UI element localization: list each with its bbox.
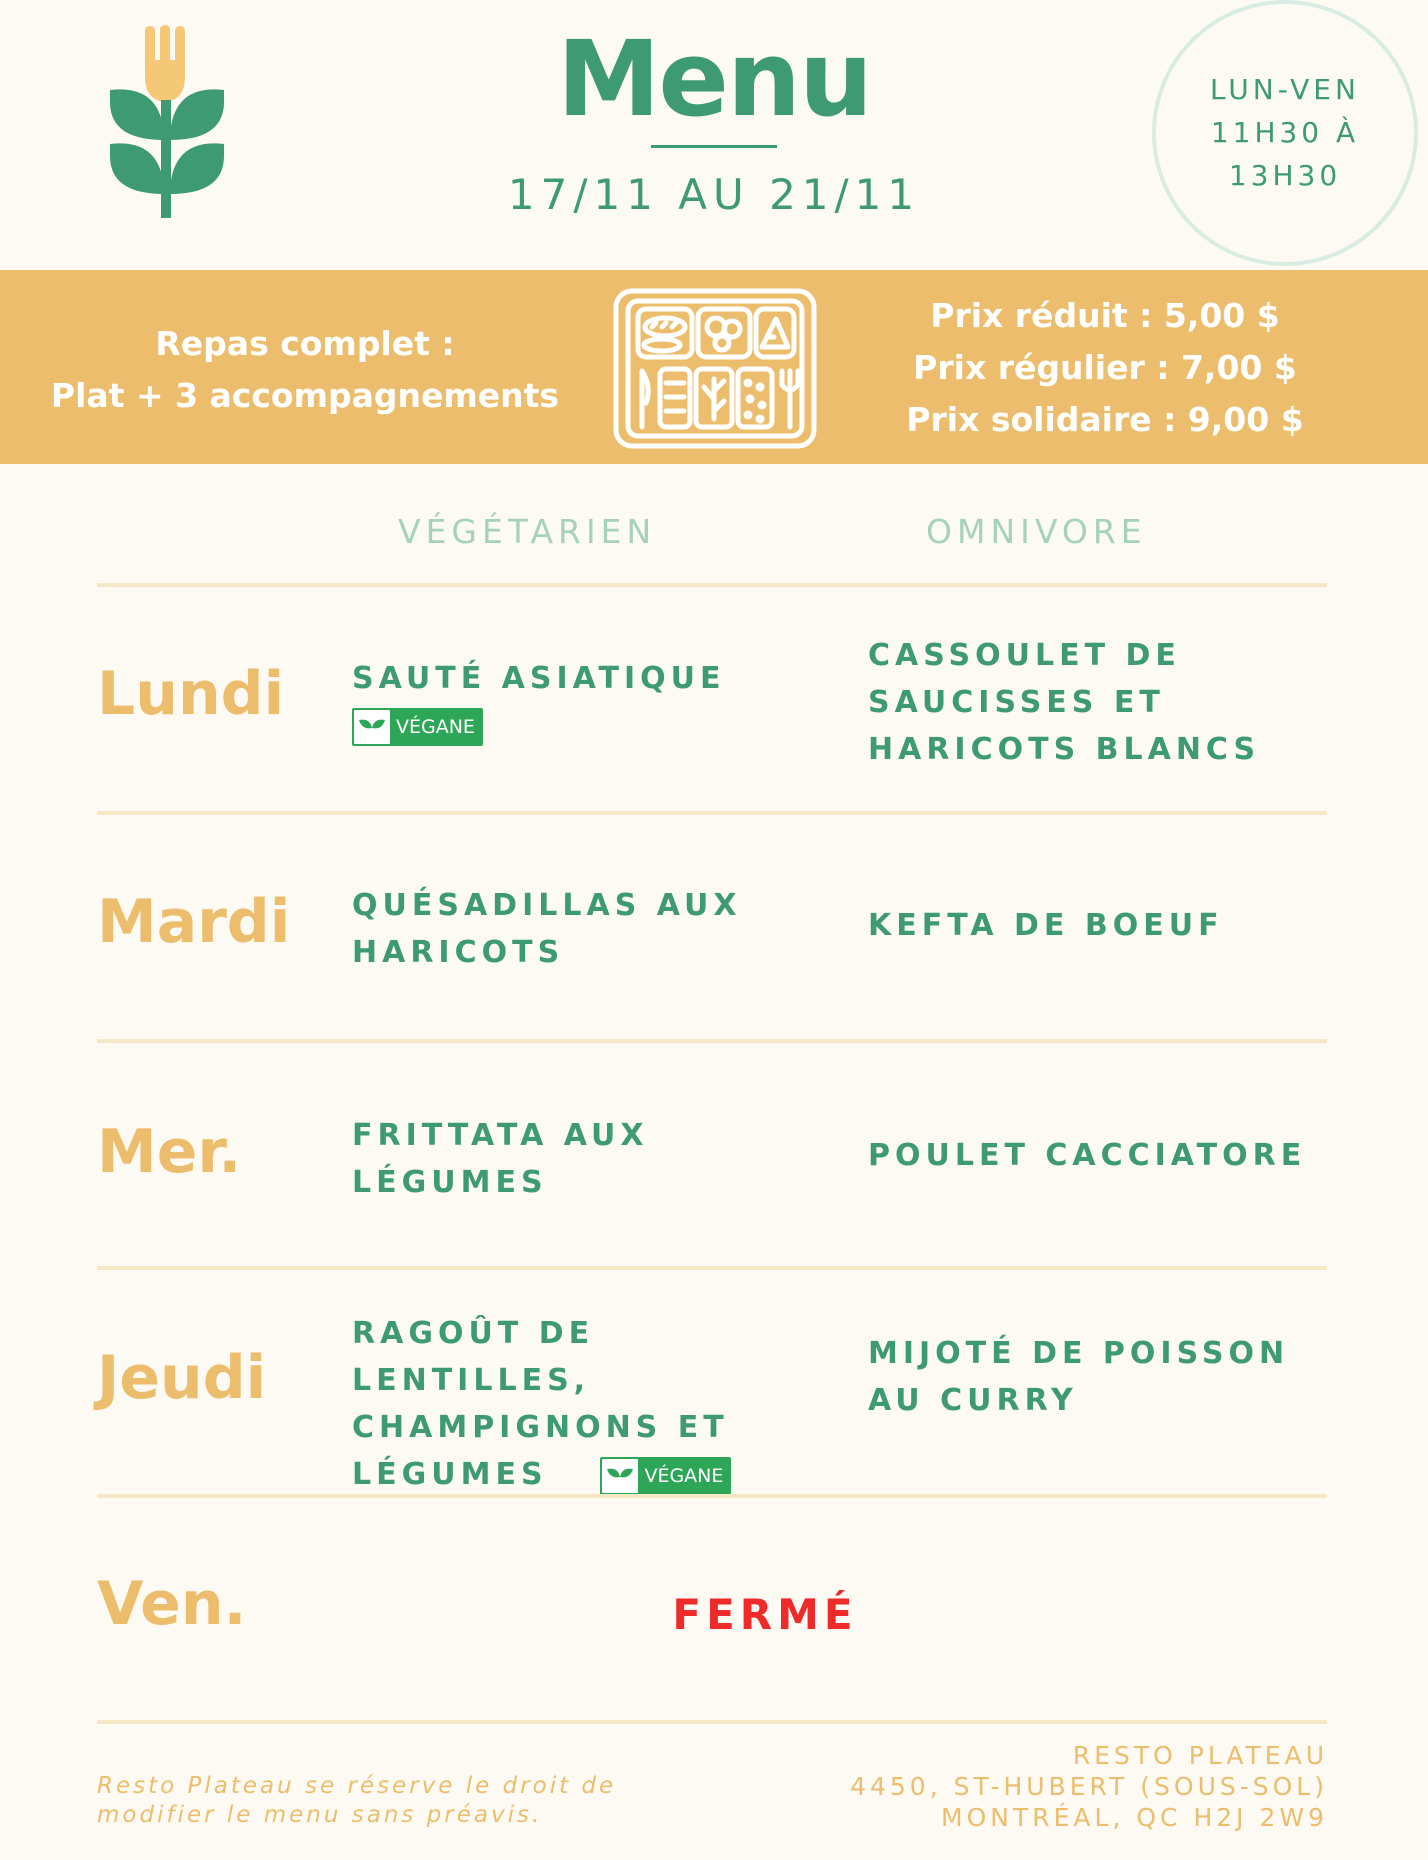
day-label: Ven. xyxy=(97,1569,247,1639)
dish-line: CASSOULET DE xyxy=(868,638,1181,673)
hours-line: LUN-VEN xyxy=(1210,73,1360,106)
dish-line: SAUCISSES ET xyxy=(868,685,1165,720)
vegetarian-dish xyxy=(352,882,822,976)
price-reduced: Prix réduit : 5,00 $ xyxy=(930,296,1280,335)
dish-line xyxy=(352,1451,822,1498)
hours-line: 11H30 À xyxy=(1210,116,1360,149)
meal-line: Repas complet : xyxy=(155,324,455,363)
price-solidarity: Prix solidaire : 9,00 $ xyxy=(906,400,1304,439)
dish-line: LÉGUMES xyxy=(352,1165,548,1200)
row-divider xyxy=(97,583,1327,587)
closed-label: FERMÉ xyxy=(672,1590,858,1639)
vegetarian-dish xyxy=(352,1310,822,1498)
omnivore-dish xyxy=(868,902,1338,949)
disclaimer-line: Resto Plateau se réserve le droit de xyxy=(97,1773,617,1799)
hours-line: 13H30 xyxy=(1228,159,1342,192)
vegan-badge-label: VÉGANE xyxy=(644,1464,724,1487)
day-label: Mardi xyxy=(97,887,291,957)
dish-line: QUÉSADILLAS AUX xyxy=(352,888,742,923)
vegetarian-dish xyxy=(352,655,822,749)
meal-description xyxy=(40,318,570,422)
leaf-icon xyxy=(354,710,390,744)
row-divider xyxy=(97,811,1327,815)
vegetarian-dish xyxy=(352,1112,822,1206)
dish-line: MIJOTÉ DE POISSON xyxy=(868,1336,1290,1371)
dish-line: HARICOTS xyxy=(352,935,565,970)
column-header-vegetarian: VÉGÉTARIEN xyxy=(398,512,657,551)
title-divider xyxy=(651,145,777,148)
address-line: RESTO PLATEAU xyxy=(1072,1741,1328,1770)
price-list xyxy=(870,290,1340,446)
day-label: Jeudi xyxy=(97,1343,267,1413)
address-line: MONTRÉAL, QC H2J 2W9 xyxy=(941,1803,1328,1832)
dish-line-text: LÉGUMES xyxy=(352,1457,548,1492)
omnivore-dish xyxy=(868,1132,1338,1179)
omnivore-dish xyxy=(868,632,1338,773)
footer-disclaimer xyxy=(97,1772,616,1830)
vegan-badge-label: VÉGANE xyxy=(396,715,475,738)
dish-line: AU CURRY xyxy=(868,1383,1078,1418)
row-divider xyxy=(97,1494,1327,1498)
dish-line: HARICOTS BLANCS xyxy=(868,732,1261,767)
row-divider xyxy=(97,1720,1327,1724)
dish-line: POULET CACCIATORE xyxy=(868,1138,1307,1173)
column-header-omnivore: OMNIVORE xyxy=(926,512,1147,551)
opening-hours xyxy=(1152,68,1418,197)
leaf-icon xyxy=(602,1459,638,1493)
footer-address xyxy=(850,1740,1328,1833)
row-divider xyxy=(97,1266,1327,1270)
dish-line: KEFTA DE BOEUF xyxy=(868,908,1224,943)
dish-line: SAUTÉ ASIATIQUE xyxy=(352,661,726,696)
meal-tray-icon xyxy=(612,287,818,450)
meal-line: Plat + 3 accompagnements xyxy=(50,376,560,415)
vegan-badge xyxy=(352,708,483,746)
dish-line: CHAMPIGNONS ET xyxy=(352,1410,729,1445)
row-divider xyxy=(97,1039,1327,1043)
day-label: Lundi xyxy=(97,659,285,729)
dish-line: RAGOÛT DE LENTILLES, xyxy=(352,1316,595,1398)
address-line: 4450, ST-HUBERT (SOUS-SOL) xyxy=(850,1772,1328,1801)
day-label: Mer. xyxy=(97,1117,242,1187)
dish-line: FRITTATA AUX xyxy=(352,1118,649,1153)
price-regular: Prix régulier : 7,00 $ xyxy=(913,348,1297,387)
date-range: 17/11 AU 21/11 xyxy=(507,170,921,219)
vegan-badge xyxy=(600,1457,731,1495)
disclaimer-line: modifier le menu sans préavis. xyxy=(97,1802,543,1828)
omnivore-dish xyxy=(868,1330,1338,1424)
page-title: Menu xyxy=(556,18,872,140)
